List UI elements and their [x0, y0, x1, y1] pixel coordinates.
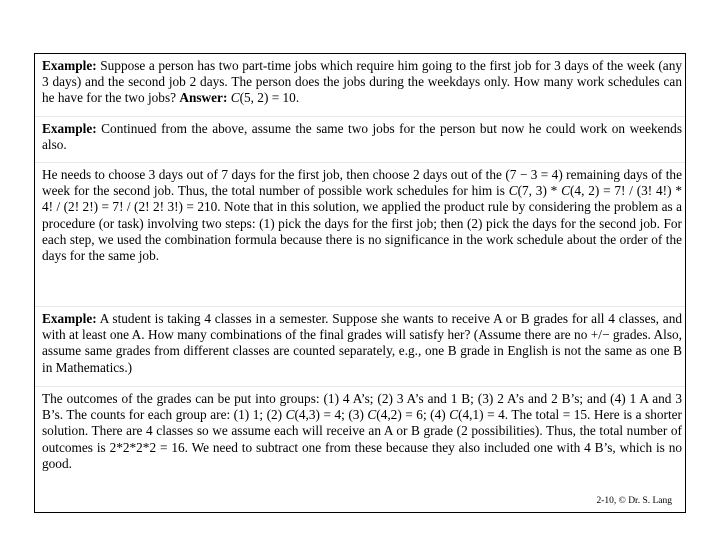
- example-2-solution: [42, 167, 682, 264]
- combination-function: C: [508, 183, 518, 199]
- page-footer: 2-10, © Dr. S. Lang: [596, 496, 672, 506]
- solution-text: (4,1) = 4. The total = 15. Here is a shorter solution. There are 4 classes so we assume each will receive an A or B grade (2 possibilities). Thus, the total number of outcomes is 2*2*2*2 = 16. We need to subtract one from these because they also included one with 4 B’s, which is no good.: [42, 407, 682, 471]
- answer-function: C: [230, 90, 240, 106]
- solution-text: (7, 3) *: [517, 183, 562, 199]
- solution-text: (4,3) = 4; (3): [294, 407, 368, 423]
- combination-function: C: [449, 407, 459, 423]
- paragraph-divider: [35, 116, 685, 117]
- combination-function: C: [367, 407, 377, 423]
- example-1-answer-label: Answer:: [179, 90, 228, 106]
- solution-text: He needs to choose 3 days out of 7 days for the first job, then choose 2 days out of the (7 − 3 = 4) remaining days of the week for the second job. Thus, the total number of possible work schedules for him is: [42, 167, 682, 199]
- solution-text: (4, 2) = 7! / (3! 4!) * 4! / (2! 2!) = 7! / (2! 2! 3!) = 210. Note that in this solution, we applied the product rule by considering the problem as a procedure (or task) involving two steps: (1) pick the days for the first job; then (2) pick the days for the second job. For each step, we used the combination formula because there is no significance in the work schedule about the order of the days for the same job.: [42, 183, 682, 264]
- combination-function: C: [285, 407, 295, 423]
- solution-text: (4,2) = 6; (4): [376, 407, 450, 423]
- example-3-paragraph: [42, 311, 682, 376]
- example-3-label: Example:: [42, 311, 97, 326]
- answer-value: (5, 2) = 10.: [239, 90, 300, 106]
- example-3-solution: [42, 391, 682, 472]
- paragraph-divider: [35, 306, 685, 307]
- paragraph-divider: [35, 162, 685, 163]
- example-2-paragraph: [42, 121, 682, 153]
- combination-function: C: [561, 183, 570, 199]
- example-3-text: A student is taking 4 classes in a semester. Suppose she wants to receive A or B grades for all 4 classes, and with at least one A. How many combinations of the final grades will satisfy her? (Assume there are no +/− grades. Also, assume same grades from different classes are counted separately, e.g., one B grade in English is not the same as one B in Mathematics.): [42, 311, 682, 375]
- example-2-label: Example:: [42, 121, 97, 136]
- solution-text: The outcomes of the grades can be put into groups: (1) 4 A’s; (2) 3 A’s and 1 B; (3) 2 A’s and 2 B’s; and (4) 1 A and 3 B’s. The counts for each group are: (1) 1; (2): [42, 391, 682, 423]
- example-1-paragraph: [42, 58, 682, 107]
- example-1-text: Suppose a person has two part-time jobs which require him going to the first job for 3 days of the week (any 3 days) and the second job 2 days. The person does the jobs during the weekdays only. How many work schedules can he have for the two jobs?: [42, 58, 682, 106]
- example-2-text: Continued from the above, assume the same two jobs for the person but now he could work on weekends also.: [42, 121, 682, 153]
- example-1-label: Example:: [42, 58, 97, 73]
- paragraph-divider: [35, 386, 685, 387]
